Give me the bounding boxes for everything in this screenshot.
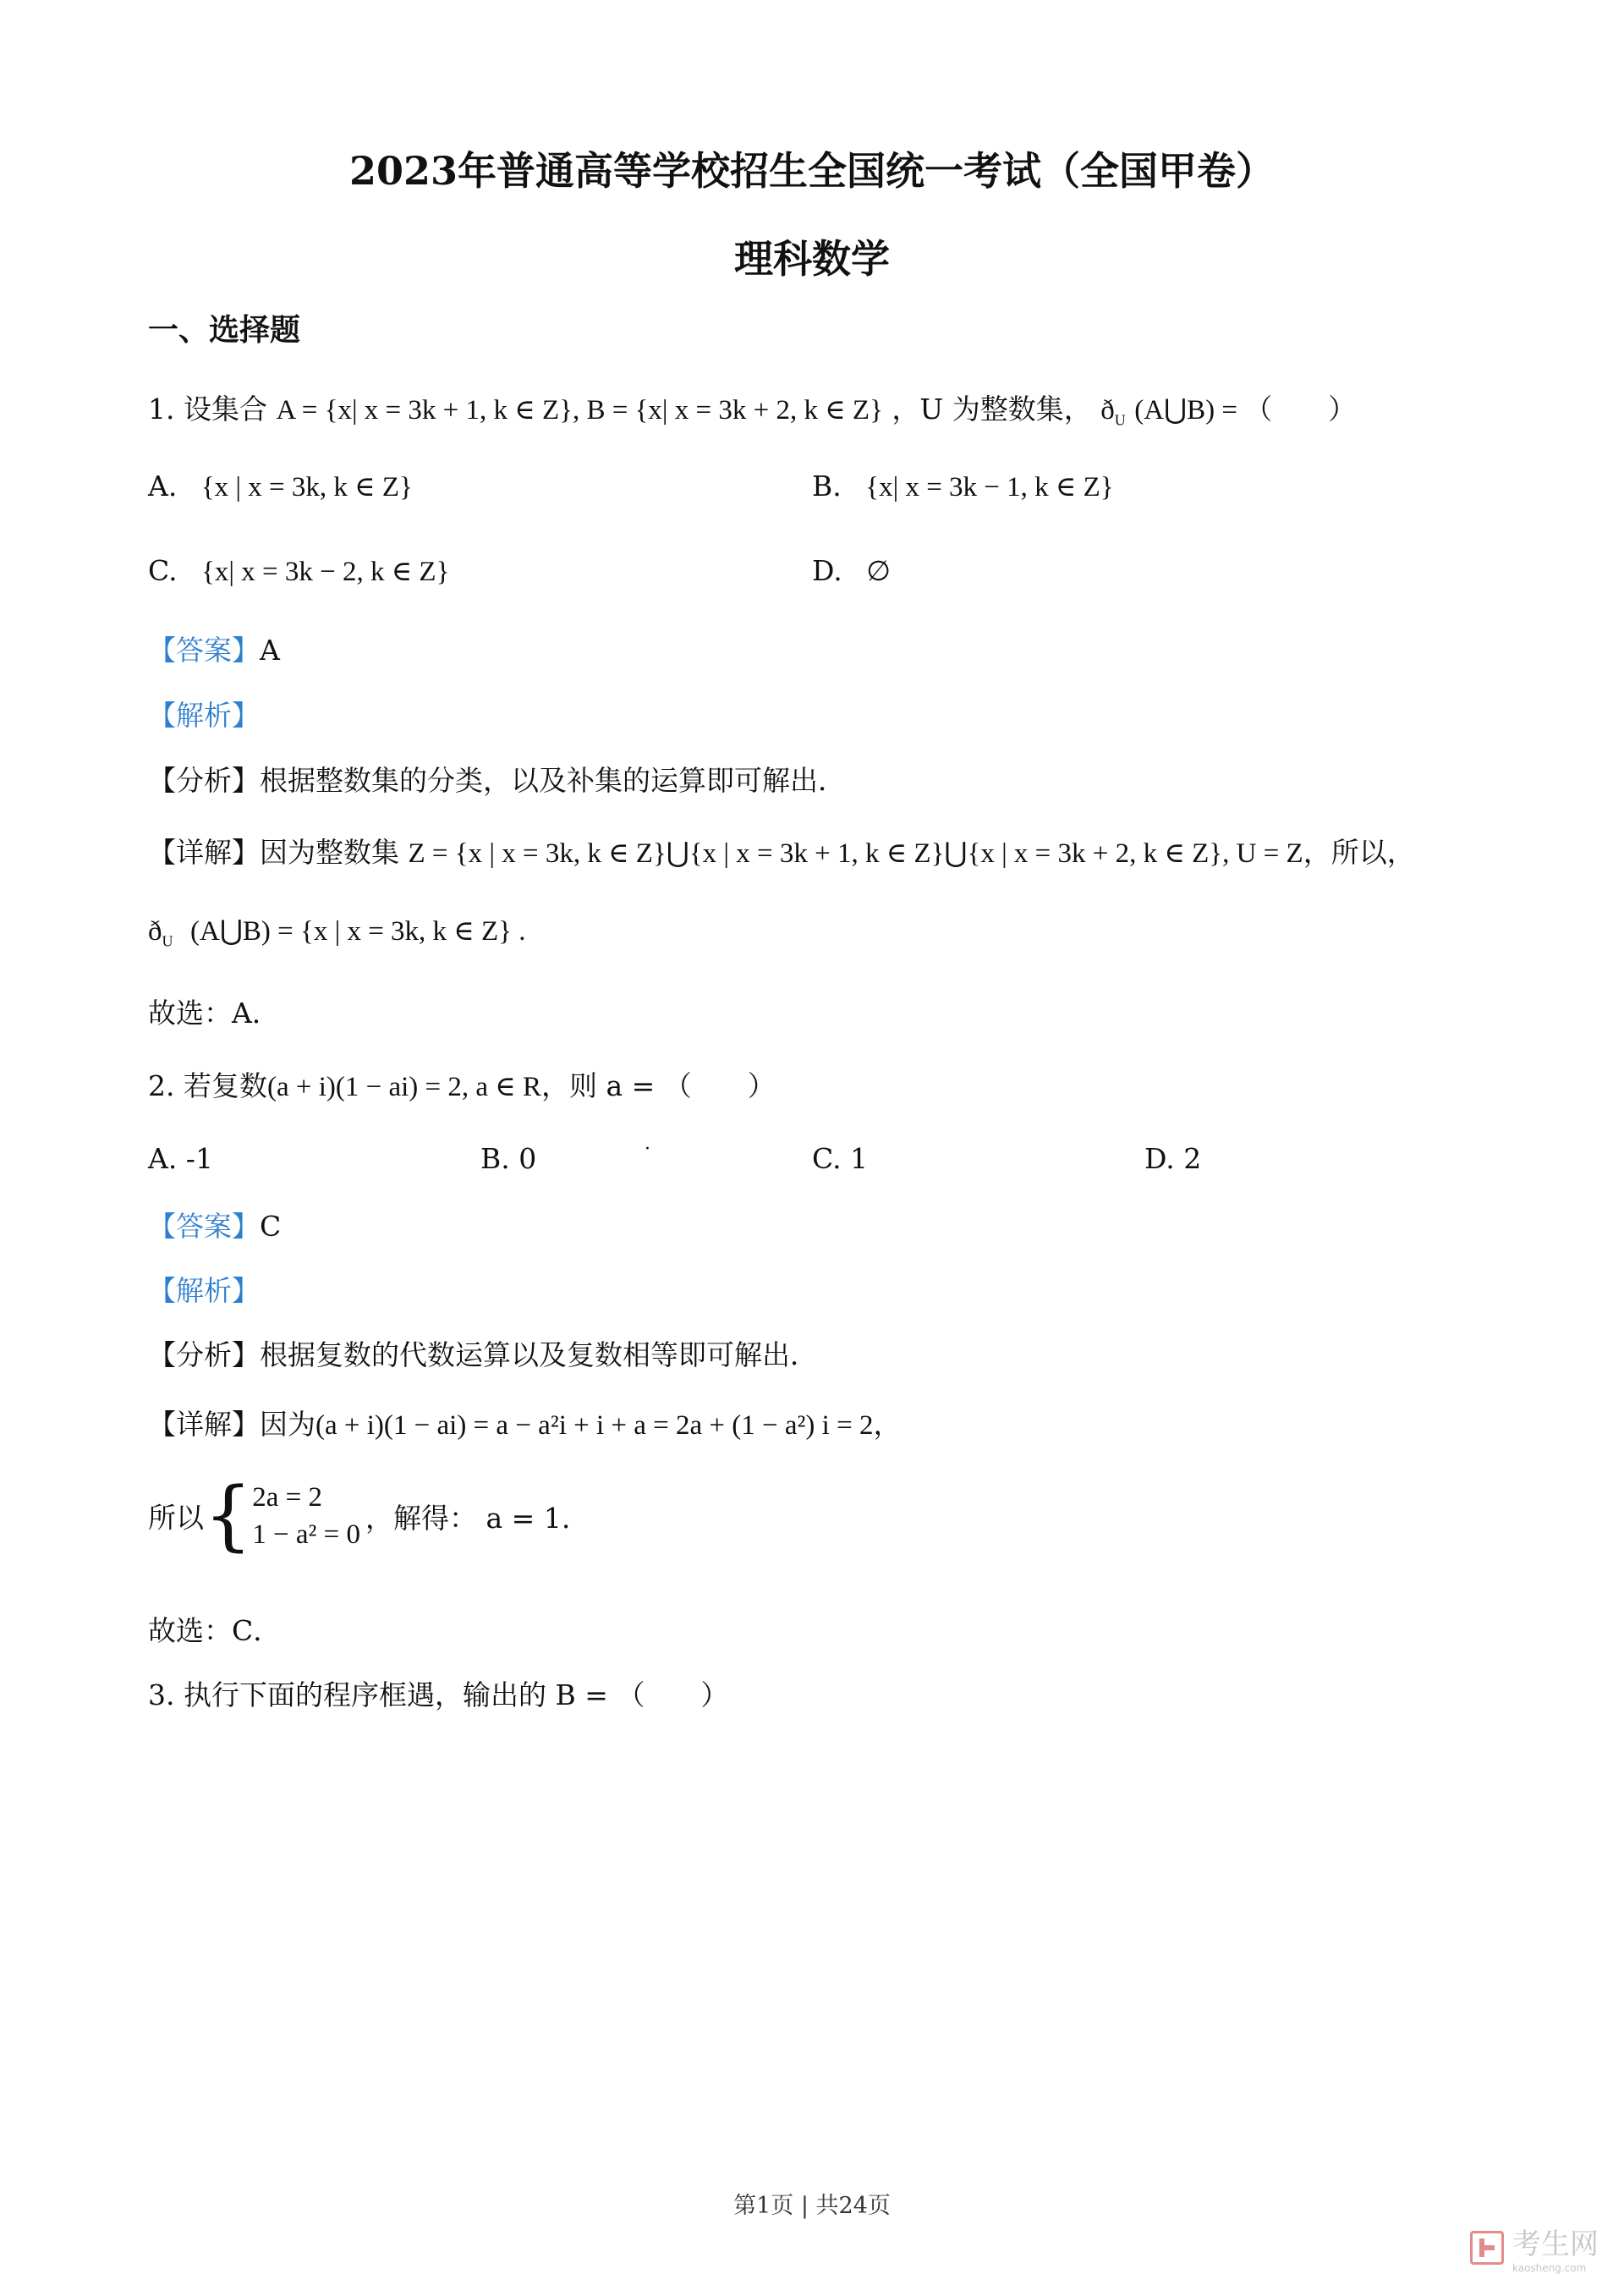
q1-result-sub: U — [162, 932, 173, 950]
q1-xiangjie-text: 因为整数集 — [260, 836, 399, 869]
q2-answer-value: C — [260, 1210, 282, 1243]
q2-system — [148, 1471, 571, 1560]
q1-fenxi — [148, 759, 846, 799]
left-brace-icon: { — [204, 1471, 253, 1560]
q2-stem-prefix: 2. 若复数 — [148, 1069, 267, 1102]
q2-xiangjie-text2: ， — [873, 1408, 902, 1441]
document-title: 2023年普通高等学校招生全国统一考试（全国甲卷） — [348, 148, 1276, 194]
q1-stem-mid: ，U 为整数集， — [892, 393, 1092, 426]
q2-system-suffix: ，解得： a = 1. — [365, 1501, 571, 1535]
q1-option-a — [148, 470, 413, 503]
q2-fenxi — [148, 1333, 818, 1373]
q2-conclusion: 故选：C． — [148, 1614, 282, 1647]
q2-xiangjie-text: 因为 — [260, 1408, 315, 1441]
q2-system-line2: 1 − a² = 0 — [252, 1519, 361, 1550]
q1-stem — [148, 387, 1356, 430]
q1-option-a-label: A. — [148, 470, 178, 503]
q3-stem: 3. 执行下面的程序框遇，输出的 B = （ ） — [148, 1678, 729, 1711]
q2-option-c: C. 1 — [812, 1142, 869, 1175]
q1-option-d — [812, 554, 891, 588]
q2-option-d: D. 2 — [1144, 1142, 1202, 1175]
q1-fenxi-text: 根据整数集的分类，以及补集的运算即可解出． — [260, 764, 846, 797]
watermark-subtext: kaosheng.com — [1512, 2262, 1587, 2274]
q2-system-equations — [252, 1479, 360, 1553]
q1-xiangjie — [148, 831, 1415, 871]
section-title: 一、选择题 — [148, 312, 301, 348]
page-footer: 第1页 | 共24页 — [733, 2193, 891, 2219]
q2-stem-end: ，则 a = （ ） — [541, 1069, 776, 1102]
q1-answer-tag: 【答案】 — [148, 634, 260, 667]
document-subtitle: 理科数学 — [734, 236, 890, 282]
q2-xiangjie-math: (a + i)(1 − ai) = a − a²i + i + a = 2a + (1 − a²) i = 2 — [315, 1410, 874, 1441]
q1-option-d-label: D. — [812, 554, 842, 587]
q1-option-a-text: {x | x = 3k, k ∈ Z} — [200, 472, 413, 503]
q2-stem — [148, 1064, 776, 1104]
q1-option-b — [812, 470, 1114, 503]
q1-result-math: (A⋃B) = {x | x = 3k, k ∈ Z} . — [190, 916, 526, 947]
q1-result-symbol: ð — [148, 916, 162, 947]
q1-complement-sub: U — [1114, 411, 1126, 429]
q1-xiangjie-tag: 【详解】 — [148, 836, 260, 869]
q2-system-line1: 2a = 2 — [252, 1482, 323, 1513]
q1-option-c-label: C. — [148, 554, 178, 587]
q1-option-d-text: ∅ — [866, 557, 892, 587]
q2-analysis-tag: 【解析】 — [148, 1274, 260, 1307]
q2-option-b: B. 0 — [480, 1142, 537, 1175]
q1-analysis-tag: 【解析】 — [148, 699, 260, 732]
q1-stem-math: A = {x| x = 3k + 1, k ∈ Z}, B = {x| x = 3k + 2, k ∈ Z} — [276, 395, 883, 426]
q1-option-b-label: B. — [812, 470, 842, 503]
q1-answer — [148, 629, 280, 668]
q2-answer — [148, 1205, 281, 1244]
q2-dot-mark: · — [645, 1139, 650, 1160]
q2-fenxi-text: 根据复数的代数运算以及复数相等即可解出． — [260, 1338, 818, 1371]
q1-xiangjie-math: Z = {x | x = 3k, k ∈ Z}⋃{x | x = 3k + 1, k ∈ Z}⋃{x | x = 3k + 2, k ∈ Z}, U = Z — [408, 838, 1303, 869]
watermark-text: 考生网 — [1512, 2227, 1599, 2261]
q1-conclusion: 故选：A． — [148, 997, 280, 1030]
watermark — [1470, 2221, 1599, 2274]
q2-stem-math: (a + i)(1 − ai) = 2, a ∈ R — [266, 1072, 541, 1102]
q2-xiangjie-tag: 【详解】 — [148, 1408, 260, 1441]
q1-complement-symbol: ð — [1100, 395, 1115, 426]
watermark-logo-icon — [1470, 2231, 1504, 2265]
q1-fenxi-tag: 【分析】 — [148, 764, 260, 797]
q1-result — [148, 914, 525, 951]
q1-stem-end: (A⋃B) = （ ） — [1134, 395, 1357, 426]
q1-option-c — [148, 554, 449, 588]
q2-answer-tag: 【答案】 — [148, 1210, 260, 1243]
q2-system-prefix: 所以 — [148, 1501, 204, 1535]
q2-xiangjie — [148, 1403, 901, 1442]
q1-answer-value: A — [260, 634, 280, 667]
q1-stem-prefix: 1. 设集合 — [148, 393, 267, 426]
q1-option-b-text: {x| x = 3k − 1, k ∈ Z} — [865, 472, 1114, 503]
q1-xiangjie-text2: ，所以， — [1303, 836, 1415, 869]
q2-option-a: A. -1 — [148, 1142, 213, 1175]
q1-option-c-text: {x| x = 3k − 2, k ∈ Z} — [201, 557, 450, 587]
q2-fenxi-tag: 【分析】 — [148, 1338, 260, 1371]
